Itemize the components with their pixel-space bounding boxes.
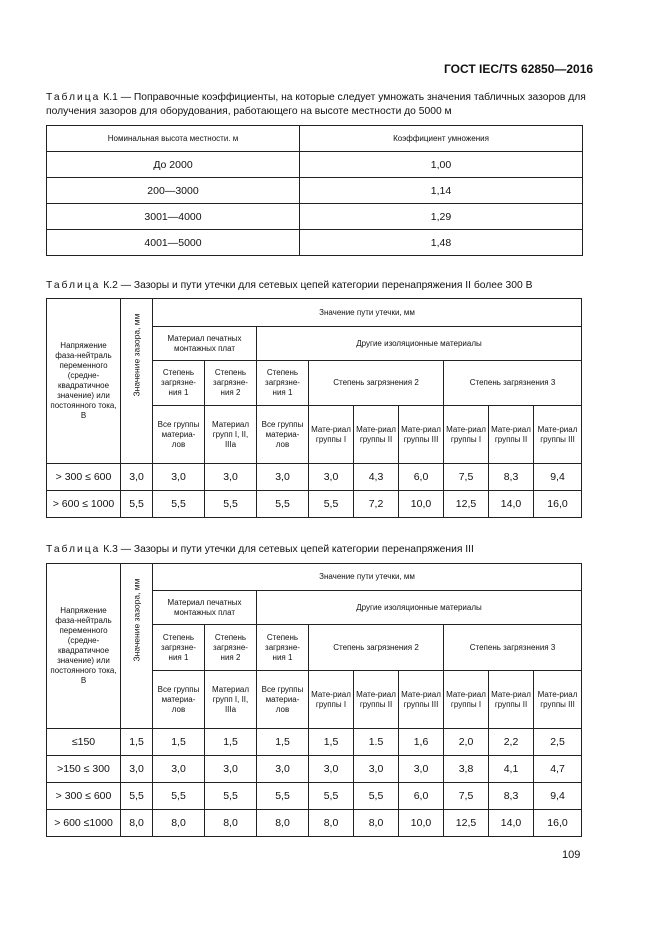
material-groups-1-2-3a: Материал групп I, II, IIIa (205, 406, 257, 464)
pollution-degree-1: Степень загрязне-ния 1 (257, 625, 309, 671)
pollution-degree-1: Степень загрязне-ния 1 (153, 361, 205, 406)
material-all-groups: Все группы материа-лов (257, 406, 309, 464)
voltage-header: Напряжение фаза-нейтраль переменного (средне-квадратичное значение) или постоянного тока, В (47, 564, 121, 729)
material-groups-1-2-3a: Материал групп I, II, IIIa (205, 671, 257, 729)
table-row: 3001—4000 1,29 (47, 204, 583, 230)
pollution-degree-2: Степень загрязне-ния 2 (205, 361, 257, 406)
material-group: Мате-риал группы III (399, 406, 444, 464)
material-group: Мате-риал группы II (489, 671, 534, 729)
material-group: Мате-риал группы III (399, 671, 444, 729)
caption-num: К.1 (103, 92, 118, 103)
table-row: 4001—5000 1,48 (47, 230, 583, 256)
material-group: Мате-риал группы III (534, 406, 582, 464)
material-all-groups: Все группы материа-лов (153, 406, 205, 464)
table-row: > 300 ≤ 600 3,0 3,0 3,0 3,0 3,0 4,3 6,0 7,5 8,3 9,4 (47, 464, 582, 491)
material-group: Мате-риал группы II (489, 406, 534, 464)
pollution-degree-3: Степень загрязнения 3 (444, 361, 582, 406)
clearance-header: Значение зазора, мм (121, 564, 153, 729)
table-row: >150 ≤ 300 3,0 3,0 3,0 3,0 3,0 3,0 3,0 3,8 4,1 4,7 (47, 756, 582, 783)
other-materials-header: Другие изоляционные материалы (257, 327, 582, 361)
table-row: До 2000 1,00 (47, 152, 583, 178)
caption-label: Таблица (46, 280, 101, 291)
material-group: Мате-риал группы III (534, 671, 582, 729)
clearance-header: Значение зазора, мм (121, 299, 153, 464)
caption-label: Таблица (46, 544, 101, 555)
pollution-degree-1: Степень загрязне-ния 1 (257, 361, 309, 406)
material-group: Мате-риал группы I (444, 671, 489, 729)
material-group: Мате-риал группы II (354, 671, 399, 729)
pollution-degree-2: Степень загрязне-ния 2 (205, 625, 257, 671)
pcb-header: Материал печатных монтажных плат (153, 591, 257, 625)
table-row: ≤150 1,5 1,5 1,5 1,5 1,5 1.5 1,6 2,0 2,2 2,5 (47, 729, 582, 756)
table-row: > 600 ≤1000 8,0 8,0 8,0 8,0 8,0 8,0 10,0 12,5 14,0 16,0 (47, 810, 582, 837)
table-row: > 600 ≤ 1000 5,5 5,5 5,5 5,5 5,5 7,2 10,0 12,5 14,0 16,0 (47, 491, 582, 518)
pollution-degree-2: Степень загрязнения 2 (309, 361, 444, 406)
pollution-degree-2: Степень загрязнения 2 (309, 625, 444, 671)
table-row: > 300 ≤ 600 5,5 5,5 5,5 5,5 5,5 5,5 6,0 7,5 8,3 9,4 (47, 783, 582, 810)
table-k2 (46, 298, 582, 518)
caption-num: К.3 (103, 544, 118, 555)
material-group: Мате-риал группы II (354, 406, 399, 464)
table-row: 200—3000 1,14 (47, 178, 583, 204)
voltage-header: Напряжение фаза-нейтраль переменного (средне-квадратичное значение) или постоянного тока, В (47, 299, 121, 464)
creepage-header: Значение пути утечки, мм (153, 564, 582, 591)
caption-num: К.2 (103, 280, 118, 291)
page-number: 109 (562, 849, 581, 861)
col-header-factor: Коэффициент умножения (300, 126, 583, 152)
pollution-degree-1: Степень загрязне-ния 1 (153, 625, 205, 671)
document-header: ГОСТ IEC/TS 62850—2016 (444, 62, 594, 76)
material-all-groups: Все группы материа-лов (257, 671, 309, 729)
table3-caption (46, 543, 606, 557)
caption-text: — Зазоры и пути утечки для сетевых цепей категории перенапряжения II более 300 В (120, 280, 533, 291)
other-materials-header: Другие изоляционные материалы (257, 591, 582, 625)
material-all-groups: Все группы материа-лов (153, 671, 205, 729)
pollution-degree-3: Степень загрязнения 3 (444, 625, 582, 671)
col-header-altitude: Номинальная высота местности. м (47, 126, 300, 152)
table1-caption (46, 91, 586, 119)
table-k3 (46, 563, 582, 837)
table2-caption (46, 279, 606, 293)
material-group: Мате-риал группы I (444, 406, 489, 464)
creepage-header: Значение пути утечки, мм (153, 299, 582, 327)
caption-text: — Поправочные коэффициенты, на которые следует умножать значения табличных зазоров для получения зазоров для оборудования, работающего на высоте местности до 5000 м (46, 92, 586, 117)
caption-label: Таблица (46, 92, 101, 103)
caption-text: — Зазоры и пути утечки для сетевых цепей категории перенапряжения III (120, 544, 474, 555)
material-group: Мате-риал группы I (309, 671, 354, 729)
material-group: Мате-риал группы I (309, 406, 354, 464)
table-k1 (46, 125, 583, 256)
pcb-header: Материал печатных монтажных плат (153, 327, 257, 361)
